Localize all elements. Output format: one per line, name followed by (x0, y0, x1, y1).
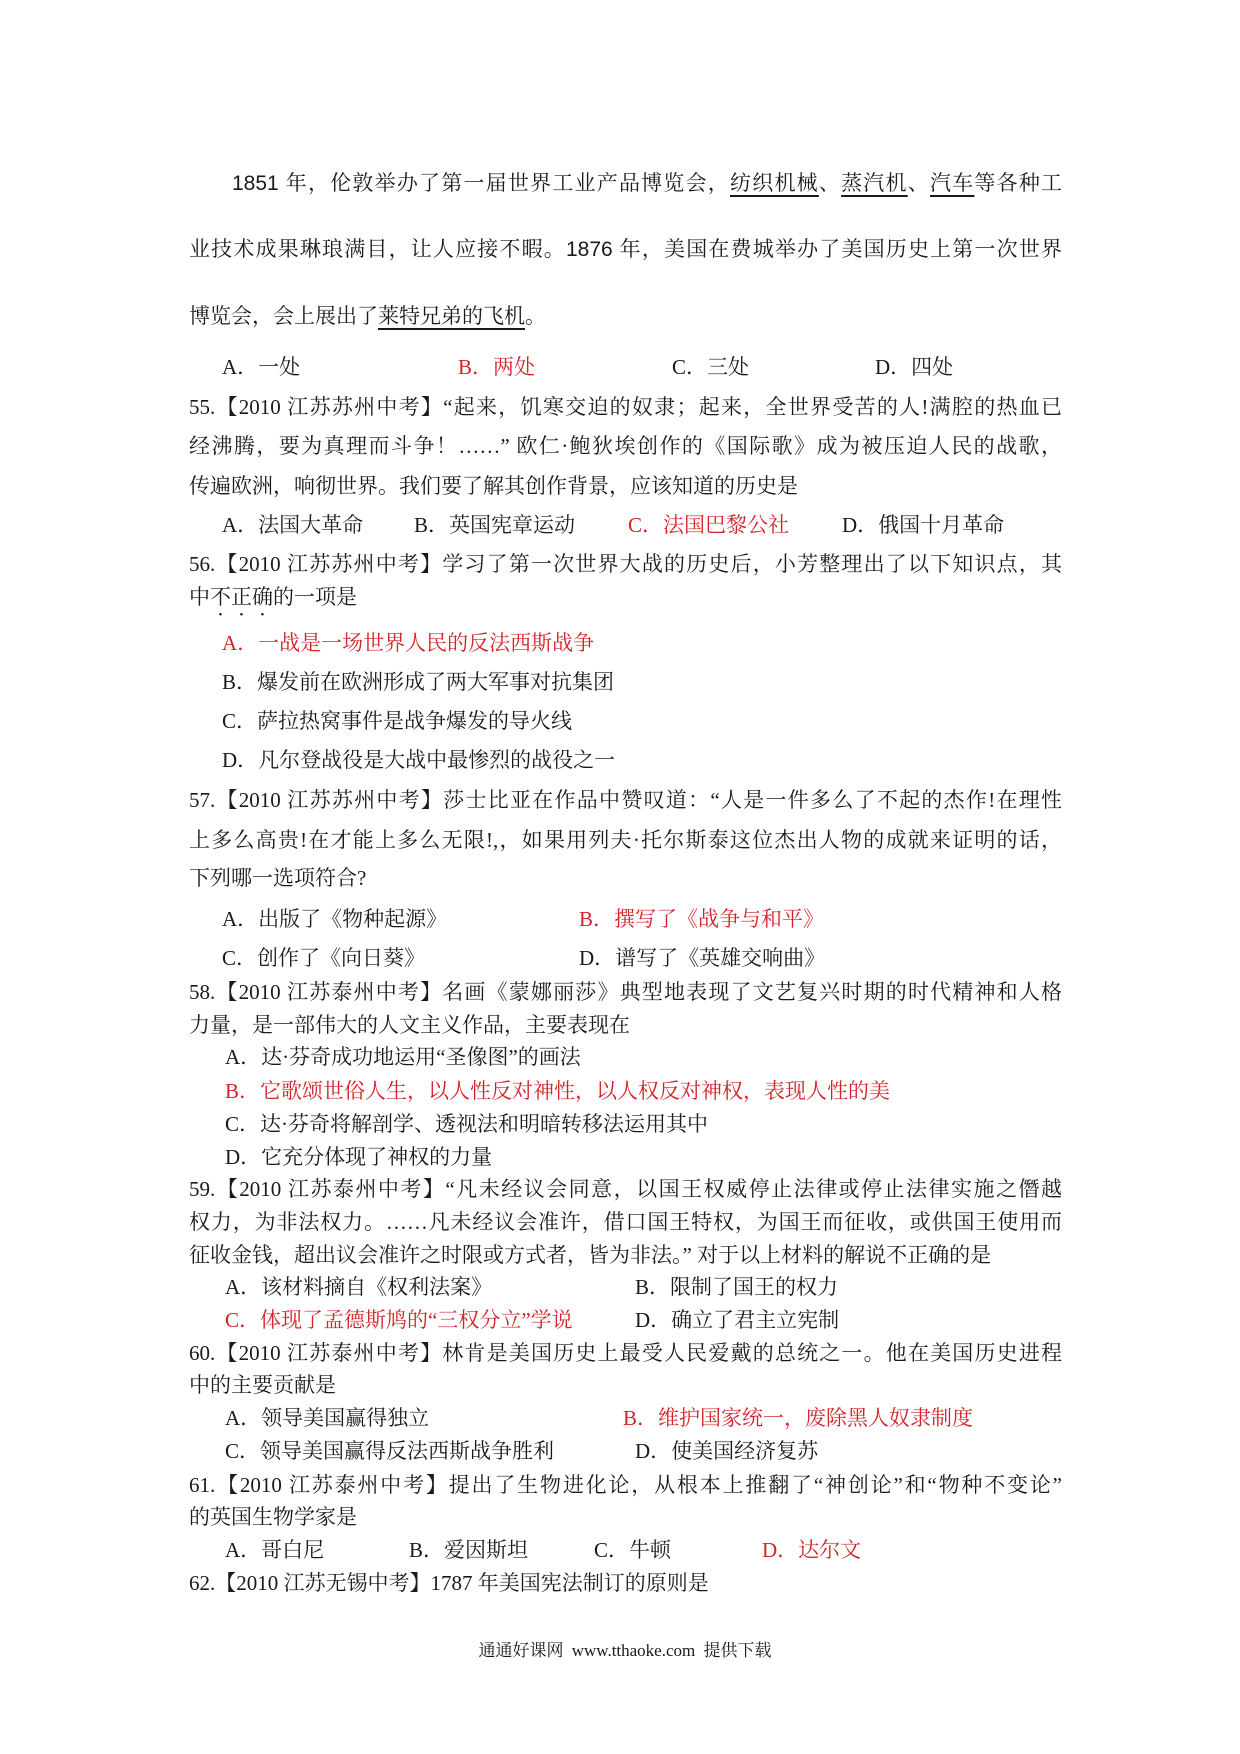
q60-option-a: A．领导美国赢得独立 (225, 1406, 430, 1430)
q55-option-a: A．法国大革命 (222, 513, 364, 537)
q59-stem-line-3: 征收金钱，超出议会准许之时限或方式者，皆为非法。” 对于以上材料的解说不正确的是 (189, 1243, 992, 1267)
q58-option-b: B．它歌颂世俗人生，以人性反对神性，以人权反对神权，表现人性的美 (225, 1079, 891, 1103)
passage-text: 等各种工 (974, 172, 1063, 195)
q55-option-d: D．俄国十月革命 (842, 513, 1005, 537)
q59-option-d: D．确立了君主立宪制 (635, 1308, 840, 1332)
q55-stem-line-2: 经沸腾，要为真理而斗争！……” 欧仁·鲍狄埃创作的《国际歌》成为被压迫人民的战歌， (189, 434, 1062, 458)
underlined-term-automobile: 汽车 (929, 172, 975, 195)
underlined-term-textile-machinery: 纺织机械 (730, 172, 819, 195)
q59-stem-line-1: 59.【2010 江苏泰州中考】“凡未经议会同意，以国王权威停止法律或停止法律实施之僭越 (189, 1177, 1062, 1201)
q58-option-d: D．它充分体现了神权的力量 (225, 1145, 493, 1169)
q56-option-c: C．萨拉热窝事件是战争爆发的导火线 (222, 709, 573, 733)
passage-line-2 (189, 234, 1062, 266)
page-footer: 通通好课网 www.tthaoke.com 提供下载 (478, 1641, 772, 1660)
q60-stem-line-1: 60.【2010 江苏泰州中考】林肯是美国历史上最受人民爱戴的总统之一。他在美国历史进程 (189, 1341, 1062, 1365)
passage-punctuation: 、 (818, 172, 842, 195)
q59-option-b: B．限制了国王的权力 (635, 1275, 839, 1299)
q57-option-b: B．撰写了《战争与和平》 (579, 907, 825, 931)
q56-stem-text: 中 (189, 585, 210, 609)
passage-line-1 (232, 168, 1062, 200)
underlined-term-wright-brothers-plane: 莱特兄弟的飞机 (378, 305, 525, 328)
q56-stem-text: 的一项是 (273, 585, 357, 609)
underlined-term-steam-engine: 蒸汽机 (841, 172, 908, 195)
q61-option-c: C．牛顿 (594, 1538, 672, 1562)
q61-stem-line-1: 61.【2010 江苏泰州中考】提出了生物进化论，从根本上推翻了“神创论”和“物种不变论” (189, 1473, 1062, 1497)
q56-stem-line-2 (189, 581, 1062, 613)
emphasized-not-correct: 不正确 (210, 585, 273, 609)
q57-stem-line-1: 57.【2010 江苏苏州中考】莎士比亚在作品中赞叹道：“人是一件多么了不起的杰作!在理性 (189, 788, 1062, 812)
passage-option-a: A．一处 (222, 355, 301, 379)
passage-text: 1851 年，伦敦举办了第一届世界工业产品博览会， (232, 172, 731, 195)
q55-option-c: C．法国巴黎公社 (628, 513, 790, 537)
q58-stem-line-1: 58.【2010 江苏泰州中考】名画《蒙娜丽莎》典型地表现了文艺复兴时期的时代精神和人格 (189, 980, 1062, 1004)
q57-stem-line-2: 上多么高贵!在才能上多么无限!,，如果用列夫·托尔斯泰这位杰出人物的成就来证明的话， (189, 828, 1062, 852)
q56-option-b: B．爆发前在欧洲形成了两大军事对抗集团 (222, 670, 615, 694)
q58-option-c: C．达·芬奇将解剖学、透视法和明暗转移法运用其中 (225, 1112, 708, 1136)
q56-stem-line-1: 56.【2010 江苏苏州中考】学习了第一次世界大战的历史后，小芳整理出了以下知识点，其 (189, 552, 1062, 576)
passage-line-3 (189, 301, 1062, 333)
q60-stem-line-2: 中的主要贡献是 (189, 1373, 336, 1397)
passage-text: 业技术成果琳琅满目，让人应接不暇。1876 年，美国在费城举办了美国历史上第一次世界 (189, 238, 1062, 261)
q60-option-c: C．领导美国赢得反法西斯战争胜利 (225, 1439, 555, 1463)
q56-option-a: A．一战是一场世界人民的反法西斯战争 (222, 631, 595, 655)
q59-stem-line-2: 权力，为非法权力。……凡未经议会准许，借口国王特权，为国王而征收，或供国王使用而 (189, 1210, 1062, 1234)
q61-option-a: A．哥白尼 (225, 1538, 325, 1562)
q57-option-d: D．谱写了《英雄交响曲》 (579, 946, 826, 970)
q61-option-d: D．达尔文 (762, 1538, 862, 1562)
q60-option-b: B．维护国家统一，废除黑人奴隶制度 (623, 1406, 974, 1430)
passage-option-d: D．四处 (875, 355, 954, 379)
q55-stem-line-1: 55.【2010 江苏苏州中考】“起来，饥寒交迫的奴隶；起来，全世界受苦的人!满腔的热血已 (189, 395, 1062, 419)
passage-option-c: C．三处 (672, 355, 750, 379)
q55-option-b: B．英国宪章运动 (414, 513, 576, 537)
q60-option-d: D．使美国经济复苏 (635, 1439, 819, 1463)
q57-option-c: C．创作了《向日葵》 (222, 946, 426, 970)
q62-stem-line-1: 62.【2010 江苏无锡中考】1787 年美国宪法制订的原则是 (189, 1571, 709, 1595)
passage-punctuation: 、 (907, 172, 930, 195)
passage-text: 博览会，会上展出了 (189, 305, 378, 328)
q57-stem-line-3: 下列哪一选项符合? (189, 866, 367, 890)
q55-stem-line-3: 传遍欧洲，响彻世界。我们要了解其创作背景，应该知道的历史是 (189, 474, 798, 498)
q58-option-a: A．达·芬奇成功地运用“圣像图”的画法 (225, 1045, 581, 1069)
passage-option-b: B．两处 (458, 355, 536, 379)
q61-stem-line-2: 的英国生物学家是 (189, 1505, 357, 1529)
q59-option-a: A．该材料摘自《权利法案》 (225, 1275, 493, 1299)
q56-option-d: D．凡尔登战役是大战中最惨烈的战役之一 (222, 748, 616, 772)
q57-option-a: A．出版了《物种起源》 (222, 907, 448, 931)
q61-option-b: B．爱因斯坦 (409, 1538, 529, 1562)
q59-option-c: C．体现了孟德斯鸠的“三权分立”学说 (225, 1308, 573, 1332)
q58-stem-line-2: 力量，是一部伟大的人文主义作品，主要表现在 (189, 1013, 630, 1037)
passage-punctuation: 。 (525, 305, 546, 328)
